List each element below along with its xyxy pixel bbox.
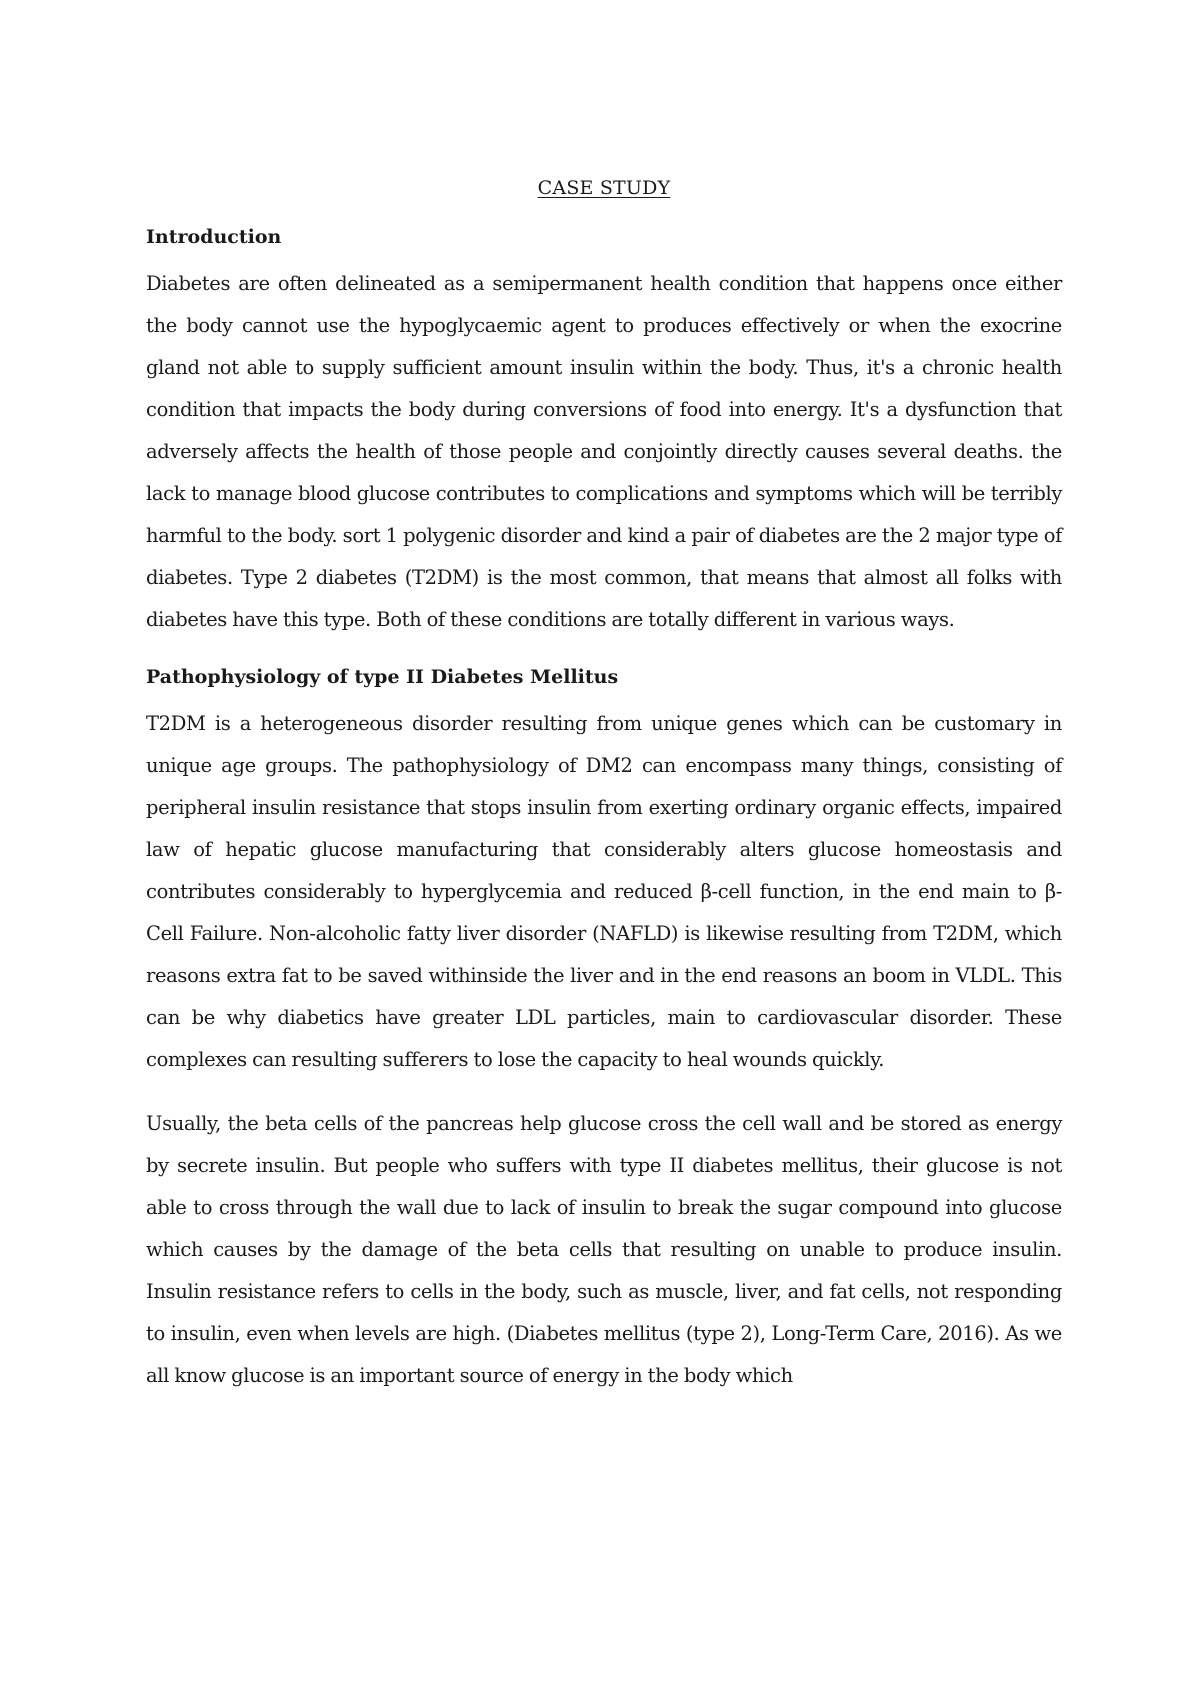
spacer [146,641,1062,663]
spacer [146,251,1062,263]
pathophysiology-paragraph-2: Usually, the beta cells of the pancreas help glucose cross the cell wall and be stored as energy by secrete insulin. But people who suffers with type II diabetes mellitus, their glucose is not able to cross through the wall due to lack of insulin to break the sugar compound into glucose which causes by the damage of the beta cells that resulting on unable to produce insulin. Insulin resistance refers to cells in the body, such as muscle, liver, and fat cells, not responding to insulin, even when levels are high. (Diabetes mellitus (type 2), Long-Term Care, 2016). As we all know glucose is an important source of energy in the body which [146,1112,1062,1387]
spacer [146,1081,1062,1103]
section-heading-pathophysiology: Pathophysiology of type II Diabetes Mellitus [146,666,619,688]
introduction-paragraph: Diabetes are often delineated as a semipermanent health condition that happens once either the body cannot use the hypoglycaemic agent to produces effectively or when the exocrine gland not able to supply sufficient amount insulin within the body. Thus, it's a chronic health condition that impacts the body during conversions of food into energy. It's a dysfunction that adversely affects the health of those people and conjointly directly causes several deaths. the lack to manage blood glucose contributes to complications and symptoms which will be terribly harmful to the body. sort 1 polygenic disorder and kind a pair of diabetes are the 2 major type of diabetes. Type 2 diabetes (T2DM) is the most common, that means that almost all folks with diabetes have this type. Both of these conditions are totally different in various ways. [146,272,1062,631]
spacer [146,691,1062,703]
pathophysiology-paragraph-1: T2DM is a heterogeneous disorder resulting from unique genes which can be customary in unique age groups. The pathophysiology of DM2 can encompass many things, consisting of peripheral insulin resistance that stops insulin from exerting ordinary organic effects, impaired law of hepatic glucose manufacturing that considerably alters glucose homeostasis and contributes considerably to hyperglycemia and reduced β-cell function, in the end main to β- Cell Failure. Non-alcoholic fatty liver disorder (NAFLD) is likewise resulting from T2DM, which reasons extra fat to be saved withinside the liver and in the end reasons an boom in VLDL. This can be why diabetics have greater LDL particles, main to cardiovascular disorder. These complexes can resulting sufferers to lose the capacity to heal wounds quickly. [146,712,1062,1071]
document-page [146,174,1062,1397]
document-title: CASE STUDY [537,177,671,199]
section-heading-introduction: Introduction [146,226,282,248]
